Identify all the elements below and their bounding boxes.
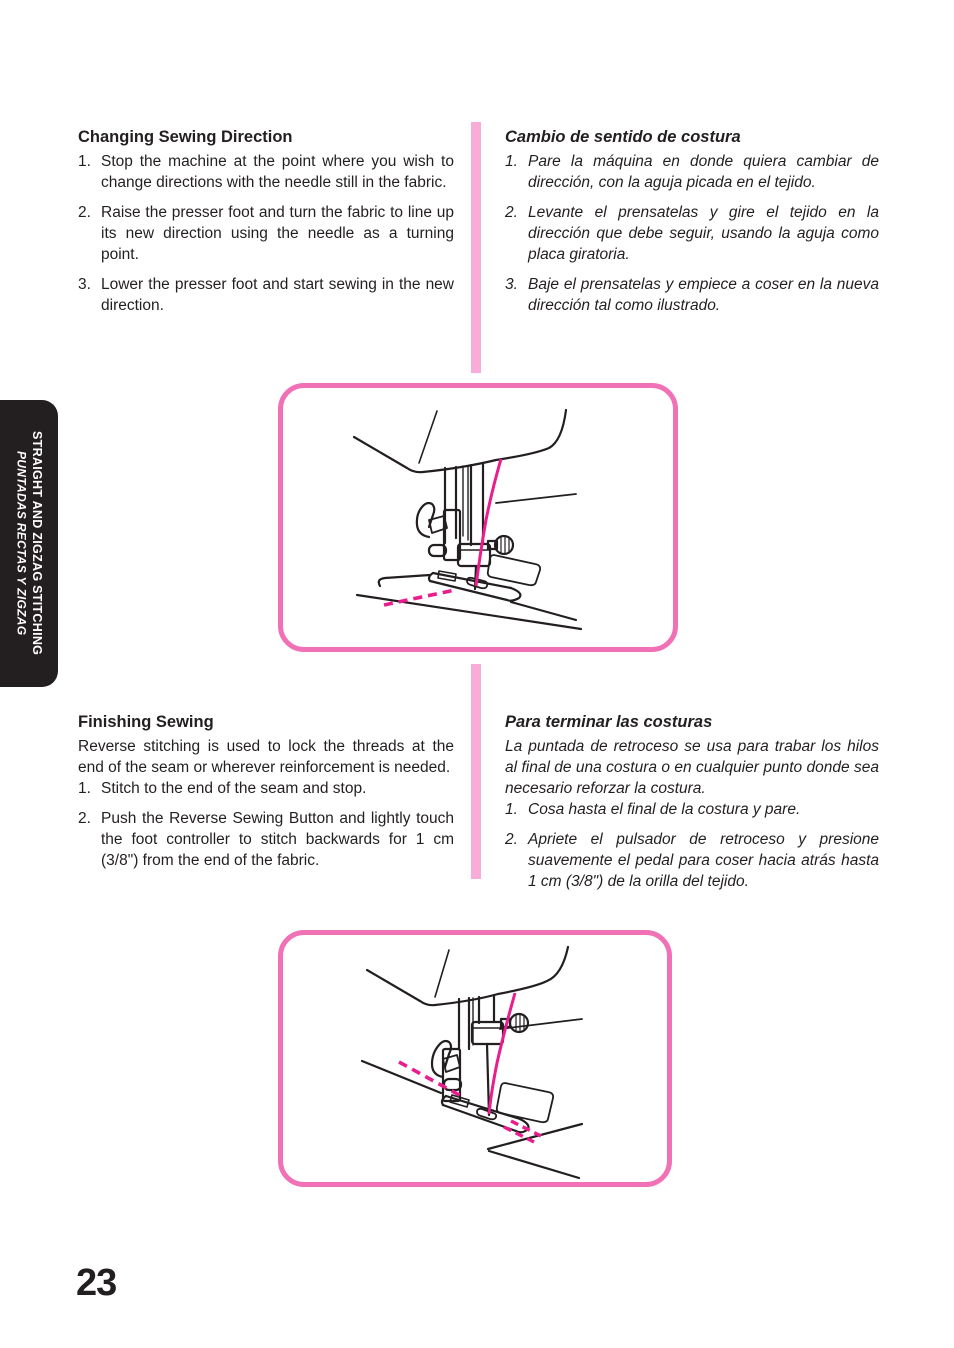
step-number: 3. — [505, 276, 518, 293]
step-number: 1. — [505, 153, 518, 170]
section-finishing-sewing-en — [78, 712, 454, 871]
step-item — [78, 202, 454, 265]
column-divider — [471, 664, 481, 879]
finishing-intro-es: La puntada de retroceso se usa para trabar los hilos al final de una costura o en cualquier punto donde sea necesario reforzar la costura. — [505, 738, 879, 797]
step-item — [505, 829, 879, 892]
step-item — [78, 274, 454, 316]
step-item — [505, 799, 879, 820]
heading-changing-direction-es: Cambio de sentido de costura — [505, 128, 741, 146]
step-text: Pare la máquina en donde quiera cambiar de dirección, con la aguja picada en el tejido. — [528, 153, 879, 191]
chapter-tab-straight-zigzag — [0, 400, 58, 687]
heading-finishing-sewing-en: Finishing Sewing — [78, 713, 214, 731]
step-number: 2. — [505, 204, 518, 221]
step-text: Push the Reverse Sewing Button and lightly touch the foot controller to stitch backwards for 1 cm (3/8") from the end of the fabric. — [101, 810, 454, 869]
step-number: 2. — [505, 831, 518, 848]
chapter-tab-label-english: STRAIGHT AND ZIGZAG STITCHING — [29, 431, 44, 656]
step-item — [78, 808, 454, 871]
step-text: Cosa hasta el final de la costura y pare. — [528, 801, 801, 818]
reverse-stitching-closeup-illustration — [283, 935, 667, 1182]
step-item — [505, 202, 879, 265]
section-changing-direction-en — [78, 127, 454, 316]
section-changing-direction-es — [505, 127, 879, 316]
heading-finishing-sewing-es: Para terminar las costuras — [505, 713, 713, 731]
illustration-box-finishing-sewing — [278, 930, 672, 1187]
step-text: Baje el prensatelas y empiece a coser en la nueva dirección tal como ilustrado. — [528, 276, 879, 314]
finishing-intro-en: Reverse stitching is used to lock the threads at the end of the seam or wherever reinforcement is needed. — [78, 738, 454, 776]
step-number: 2. — [78, 204, 91, 221]
step-text: Stitch to the end of the seam and stop. — [101, 780, 367, 797]
step-item — [78, 151, 454, 193]
step-number: 1. — [505, 801, 518, 818]
page-number: 23 — [76, 1262, 117, 1304]
step-number: 3. — [78, 276, 91, 293]
column-divider — [471, 122, 481, 373]
step-number: 1. — [78, 780, 91, 797]
step-text: Lower the presser foot and start sewing in the new direction. — [101, 276, 454, 314]
section-finishing-sewing-es — [505, 712, 879, 892]
step-item — [505, 274, 879, 316]
step-text: Levante el prensatelas y gire el tejido en la dirección que debe seguir, usando la aguja como placa giratoria. — [528, 204, 879, 263]
step-item — [78, 778, 454, 799]
step-text: Stop the machine at the point where you wish to change directions with the needle still in the fabric. — [101, 153, 454, 191]
step-number: 1. — [78, 153, 91, 170]
step-text: Apriete el pulsador de retroceso y presione suavemente el pedal para coser hacia atrás hasta 1 cm (3/8") de la orilla del tejido. — [528, 831, 879, 890]
needle-turning-point-closeup-illustration — [283, 388, 673, 647]
step-text: Raise the presser foot and turn the fabric to line up its new direction using the needle as a turning point. — [101, 204, 454, 263]
step-number: 2. — [78, 810, 91, 827]
illustration-box-changing-direction — [278, 383, 678, 652]
chapter-tab-label-spanish: PUNTADAS RECTAS Y ZIGZAG — [14, 451, 29, 636]
heading-changing-direction-en: Changing Sewing Direction — [78, 128, 293, 146]
step-item — [505, 151, 879, 193]
